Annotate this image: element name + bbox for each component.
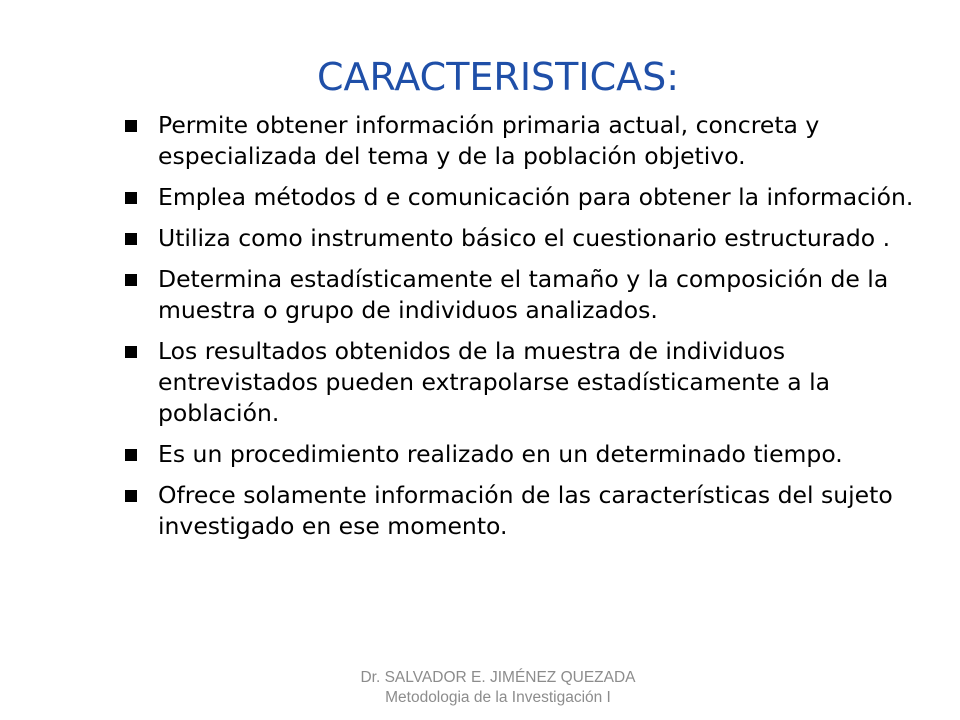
square-bullet-icon — [125, 120, 137, 132]
bullet-text: Utiliza como instrumento básico el cuestionario estructurado . — [158, 224, 891, 252]
slide-title: CARACTERISTICAS: — [316, 55, 680, 99]
square-bullet-icon — [125, 449, 137, 461]
bullet-text: Los resultados obtenidos de la muestra de individuos entrevistados pueden extrapolarse estadísticamente a la población. — [158, 337, 831, 427]
square-bullet-icon — [125, 274, 137, 286]
bullet-item — [124, 264, 914, 326]
bullet-text: Emplea métodos d e comunicación para obtener la información. — [158, 183, 914, 211]
bullet-list — [124, 110, 914, 552]
bullet-item — [124, 480, 914, 542]
square-bullet-icon — [125, 490, 137, 502]
bullet-item — [124, 336, 914, 429]
bullet-item — [124, 439, 914, 470]
square-bullet-icon — [125, 233, 137, 245]
bullet-text: Determina estadísticamente el tamaño y la composición de la muestra o grupo de individuos analizados. — [158, 265, 889, 324]
footer — [0, 668, 960, 708]
footer-course: Metodologia de la Investigación I — [385, 689, 611, 706]
bullet-text: Es un procedimiento realizado en un determinado tiempo. — [158, 440, 843, 468]
bullet-item — [124, 110, 914, 172]
bullet-text: Ofrece solamente información de las características del sujeto investigado en ese momento. — [158, 481, 893, 540]
bullet-text: Permite obtener información primaria actual, concreta y especializada del tema y de la población objetivo. — [158, 111, 820, 170]
square-bullet-icon — [125, 192, 137, 204]
square-bullet-icon — [125, 346, 137, 358]
bullet-item — [124, 223, 914, 254]
footer-author: Dr. SALVADOR E. JIMÉNEZ QUEZADA — [360, 669, 636, 686]
bullet-item — [124, 182, 914, 213]
